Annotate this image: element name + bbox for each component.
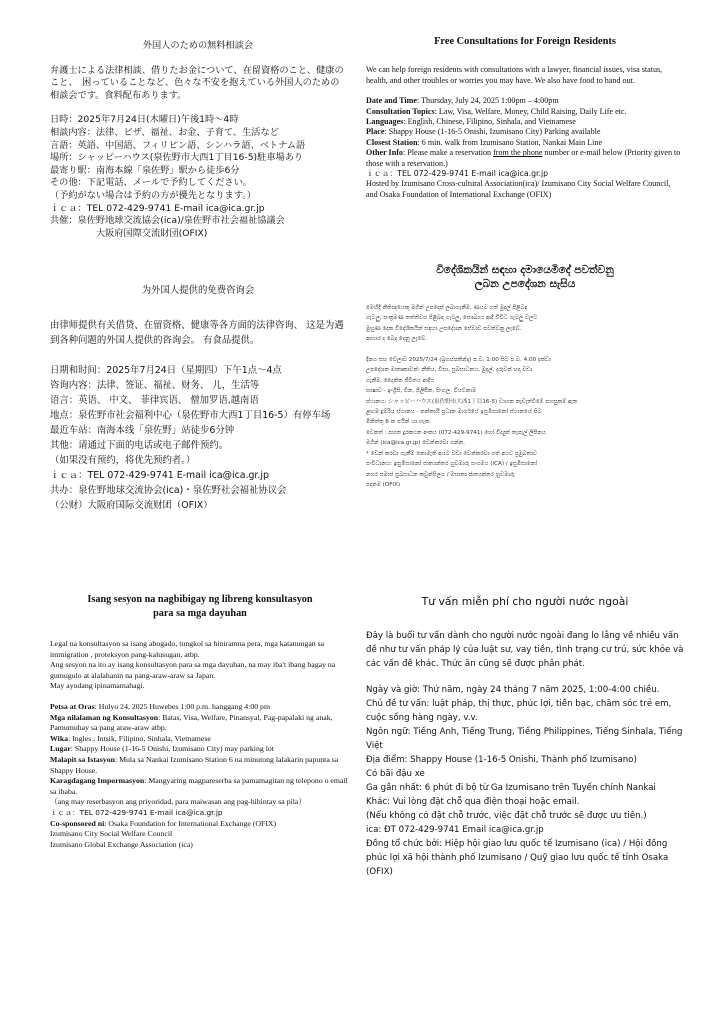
english-languages-line: [366, 117, 684, 127]
filipino-intro-3: May ayudang ipinamamahagi.: [50, 681, 145, 691]
english-topics-label: Consultation Topics: [366, 106, 435, 116]
english-datetime-line: [366, 96, 684, 106]
chinese-place: 地点：泉佐野市社会福利中心（泉佐野市大西1丁目16-5）有停车场: [50, 410, 331, 421]
filipino-intro: Legal na konsultasyon sa isang abogado, tungkol sa hiniramna pera, mga katanungan sa immigration , proteksyon pang-kalusugan, atbp.: [50, 639, 325, 659]
japanese-intro: 弁護士による法律相談、借りたお金について、在留資格のこと、健康のこと、 困っていることなど、色々な不安を抱えている外国人のための相談会です。食料配布あります。: [50, 64, 344, 101]
filipino-topics-line: [50, 713, 350, 734]
filipino-other: : Mangyaring magpareserba sa pamamagitan ng telepono o email sa ibaba.: [50, 776, 348, 796]
filipino-title: Isang sesyon na nagbibigay ng libreng konsultasyon: [87, 594, 313, 605]
vietnamese-place: Địa điểm: Shappy House (1-16-5 Onishi, Thành phố Izumisano): [366, 755, 637, 765]
sinhala-line: දිනය සහ වේලාව 2025/7/24 (බ්‍රහස්පතින්දා) ප.ව. 1:00 සිට ප.ව. 4:00 දක්වා: [366, 357, 551, 364]
japanese-contact: ｉｃａ：TEL 072-429-9741 E-mail ica@ica.gr.jp: [50, 202, 265, 214]
filipino-title-2: para sa mga dayuhan: [153, 608, 247, 619]
chinese-datetime: 日期和时间：2025年7月24日（星期四）下午1点〜4点: [50, 365, 282, 376]
sinhala-line: ළඟම දුම්රිය ස්ථානය - නන්කායි ප්‍රධාන මාර්ගයේ ඉසුමිසානෝ ස්ථානයේ සිට: [366, 409, 542, 416]
filipino-languages-label: Wika: [50, 733, 69, 743]
sinhala-title-2: ලබන උපදේශන සැසිය: [474, 278, 576, 290]
english-topics: : Law, Visa, Welfare, Money, Child Raising, Daily Life etc.: [434, 106, 627, 116]
english-topics-line: [366, 107, 684, 117]
chinese-title: 为外国人提供的免费咨询会: [141, 285, 255, 296]
sinhala-line: මුහුණ දෙන විදේශිකයින් සඳහා උපදේශන සේවාව පවත්වනු ලැබේ.: [366, 325, 522, 332]
english-other-line: [366, 148, 684, 169]
filipino-intro-2: Ang sesyon na ito ay isang konsultasyon para sa mga dayuhan, na may iba't ibang bagay na gumugulo at alalahanin na pang-araw-araw sa Japan.: [50, 660, 336, 680]
filipino-other-label: Karagdagang Impormasyon: [50, 776, 145, 786]
english-contact: ｉｃａ：TEL 072-429-9741 E-mail ica@ica.gr.jp: [366, 169, 549, 179]
sinhala-line: ස්ථානය: シャッピーハウス(泉佐野市大西1丁目16-5) වාහන නැවැත්වීමේ පහසුකම් ඇත: [366, 398, 578, 405]
filipino-datetime-line: [50, 702, 350, 713]
sinhala-line: මගින් (ica@ica.gr.jp) වෙන්කරවා ගන්න.: [366, 440, 465, 447]
english-other-2: number or e-mail below (Priority given to those with a reservation.): [366, 148, 681, 168]
filipino-topics: : Batas, Visa, Welfare, Pinansyal, Pag-papalaki ng anak, Pamumuhay sa pang araw-araw atbp.: [50, 712, 333, 733]
english-station-line: [366, 138, 684, 148]
filipino-station-line: [50, 755, 350, 776]
english-place-line: [366, 127, 684, 137]
english-other-link: from the phone: [493, 148, 543, 158]
filipino-languages: : Ingles , Intsik, Filipino, Sinhala, Vietnamese: [68, 733, 211, 743]
sinhala-line: * වෙන් කරවා ගැනීම් නොමැති අයට වඩා වෙන්කරවා ගත් අයට ප්‍රමුඛතාව: [366, 450, 538, 457]
sinhala-line: සංවිධානය: ඉසුමිසානෝ ජාත්‍යන්තර හුවමාරු සංගමය (ICA) / ඉසුමිසානෝ: [366, 461, 538, 468]
filipino-org-2: Izumisano City Social Welfare Council: [50, 829, 173, 839]
filipino-station-label: Malapit sa Istasyon: [50, 754, 115, 764]
sinhala-line: මෙහිදී නීතිඥයෙකු මගින් උපදෙස් ලබාගැනීම, ණයට ගත් මුදල් පිළිබඳ: [366, 305, 528, 311]
filipino-contact: ｉｃａ：TEL 072-429-9741 E-mail ica@ica.gr.jp: [50, 807, 223, 817]
filipino-section: [50, 587, 350, 947]
sinhala-line: උපදේශන මාතෘකාවන්: නීතිය, වීසා, සුබසාධනය, මුදල්, දරුවන් හදා වඩා: [366, 367, 533, 374]
english-title: Free Consultations for Foreign Residents: [434, 37, 616, 47]
vietnamese-contact: ica: ĐT 072-429-9741 Email ica@ica.gr.jp: [366, 825, 544, 835]
filipino-org-line: [50, 819, 350, 830]
english-intro: We can help foreign residents with consultations with a lawyer, financial issues, visa status, health, and other troubles or worries you may have. We also have food to hand out.: [366, 65, 663, 85]
japanese-cohost-2: 大阪府国際交流財団(OFIX): [96, 227, 208, 239]
sinhala-line: පදනම (OFIX): [366, 481, 401, 488]
chinese-other-note: （如果没有预约，将优先预约者。）: [50, 455, 196, 466]
vietnamese-other: Khác: Vui lòng đặt chỗ qua điện thoại hoặc email.: [366, 797, 580, 807]
chinese-contact: ｉｃａ：TEL 072-429-9741 E-mail ica@ica.gr.jp: [50, 470, 269, 481]
english-other: : Please make a reservation: [402, 148, 494, 158]
japanese-place: 場所：シャッピーハウス(泉佐野市大西1丁目16-5)駐車場あり: [50, 152, 304, 164]
english-station: : 6 min. walk from Izumisano Station, Nankai Main Line: [417, 137, 603, 147]
sinhala-body: [366, 303, 684, 490]
filipino-place-line: [50, 744, 350, 755]
chinese-cohost-2: （公财）大阪府国际交流财团（OFIX）: [50, 500, 213, 511]
english-station-label: Closest Station: [366, 137, 418, 147]
english-datetime: : Thursday, July 24, 2025 1:00pm – 4:00pm: [416, 96, 559, 106]
english-languages-label: Languages: [366, 117, 404, 127]
japanese-section: [50, 40, 346, 265]
sinhala-section: [366, 263, 684, 583]
japanese-other-note: （予約がない場合は予約の方が優先となります。）: [50, 189, 256, 201]
filipino-other-note: （ang may reserbasyon ang priyoridad, para maiwasan ang pag-hihintay sa pila）: [50, 797, 307, 807]
japanese-other: その他：下記電話、メールで予約してください。: [50, 177, 252, 189]
sinhala-line: වෙනත් : පහත දුරකථන අංකය (072-429-9741) හෝ විද්‍යුත් තැපැල් ලිපිනය: [366, 429, 546, 436]
sinhala-line: මිනිත්තු 6 ක පයින් යා හැක.: [366, 419, 432, 426]
vietnamese-topics: Chủ đề tư vấn: luật pháp, thị thực, phúc lợi, tiền bạc, chăm sóc trẻ em, cuộc sống hàng ngày, v.v.: [366, 699, 672, 723]
japanese-topics: 相談内容：法律、ビザ、福祉、お金、子育て、生活など: [50, 126, 279, 138]
sinhala-line: [366, 345, 684, 355]
chinese-languages: 语言：英语、 中文、 菲律宾语、 僧加罗语,越南语: [50, 395, 259, 406]
english-section: [366, 37, 684, 262]
japanese-station: 最寄り駅：南海本線「泉佐野」駅から徒歩6分: [50, 164, 240, 176]
english-datetime-label: Date and Time: [366, 96, 417, 106]
vietnamese-other-note: (Nếu không có đặt chỗ trước, việc đặt chỗ trước sẽ được ưu tiên.): [366, 811, 647, 821]
chinese-section: [50, 283, 346, 583]
japanese-languages: 言語：英語、中国語、フィリピン語、シンハラ語、ベトナム語: [50, 139, 306, 151]
vietnamese-section: [366, 587, 684, 967]
chinese-station: 最近车站：南海本线「泉佐野」站徒步6分钟: [50, 425, 235, 436]
sinhala-line: ගැටලු, සංක්‍රමණ තත්ත්වය පිළිබඳ ගැටලු, සෞඛ්‍යය ආදී විවිධ ගැටලු වලට: [366, 315, 538, 322]
english-place: : Shappy House (1-16-5 Onishi, Izumisano City) Parking available: [384, 127, 601, 137]
vietnamese-intro: Đây là buổi tư vấn dành cho người nước ngoài đang lo lắng về nhiều vấn đề như tư vấn pháp lý của luật sư, vay tiền, tình trạng cư trú, sức khỏe và các vấn đề khác. Thức ăn cũng sẽ được phân phát.: [366, 631, 684, 669]
filipino-datetime: : Hulyo 24, 2025 Huwebes 1:00 p.m. hanggang 4:00 pm: [94, 701, 271, 711]
filipino-languages-line: [50, 734, 350, 745]
sinhala-line: භාෂාව - ඉංග්‍රීසි, චීන, පිලිපීන, සිංහල, වියට්නාම: [366, 388, 477, 395]
english-hosted: Hosted by Izumisano Cross-cultural Association(ica)/ Izumisano City Social Welfare Council, and Osaka Foundation of International Exchange (OFIX): [366, 179, 671, 199]
filipino-datetime-label: Petsa at Oras: [50, 701, 95, 711]
english-other-label: Other Info: [366, 148, 403, 158]
sinhala-title: විදේශිකයින් සඳහා දමායෙමිදේ පවත්වනු: [436, 264, 614, 276]
filipino-org: : Osaka Foundation for International Exchange (OFIX): [104, 818, 277, 828]
vietnamese-languages: Ngôn ngữ: Tiếng Anh, Tiếng Trung, Tiếng Philippines, Tiếng Sinhala, Tiếng Việt: [366, 727, 683, 751]
filipino-other-line: [50, 776, 350, 797]
english-languages: : English, Chinese, Filipino, Sinhala, and Vietnamese: [403, 117, 576, 127]
chinese-cohost: 共办：泉佐野地球交流协会(ica)・泉佐野社会福祉协议会: [50, 485, 287, 496]
filipino-station: : Mula sa Nankai Izumisano Station 6 na minutong lalakarin papunta sa Shappy House.: [50, 754, 339, 775]
filipino-place: : Shappy House (1-16-5 Onishi, Izumisano City) may parking lot: [70, 744, 274, 754]
sinhala-line: නගර සමාජ සුබසාධන කවුන්සිලය / ඔසාකා ජාත්‍යන්තර හුවමාරු: [366, 471, 515, 478]
english-place-label: Place: [366, 127, 385, 137]
filipino-org-3: Izumisano Global Exchange Association (ica): [50, 839, 193, 849]
filipino-topics-label: Mga nilalaman ng Konsultasyon: [50, 712, 159, 722]
chinese-other: 其他：请通过下面的电话或电子邮件预约。: [50, 440, 229, 451]
japanese-cohost: 共催：泉佐野地球交流協会(ica)/泉佐野市社会福祉協議会: [50, 215, 285, 227]
chinese-topics: 咨询内容：法律、签证、福祉、财务、 儿，生活等: [50, 380, 260, 391]
sinhala-line: ගැනීම, දෛනික ජීවිතය ආදිය: [366, 377, 435, 384]
japanese-title: 外国人のための無料相談会: [142, 40, 254, 51]
vietnamese-title: Tư vấn miễn phí cho người nước ngoài: [421, 595, 629, 608]
sinhala-line: ආහාර ද බෙදා දෙනු ලැබේ.: [366, 336, 427, 343]
vietnamese-datetime: Ngày và giờ: Thứ năm, ngày 24 tháng 7 năm 2025, 1:00-4:00 chiều.: [366, 685, 660, 695]
vietnamese-cohost: Đồng tổ chức bởi: Hiệp hội giao lưu quốc tế Izumisano (ica) / Hội đồng phúc lợi xã hội thành phố Izumisano / Quỹ giao lưu quốc tế tỉnh Osaka (OFIX): [366, 839, 669, 877]
chinese-intro: 由律师提供有关借贷、在留资格、健康等各方面的法律咨询、 这是为遇到各种问题的外国人提供的咨询会。 有食品提供。: [50, 320, 344, 346]
japanese-datetime: 日時：2025年7月24日(木曜日)午後1時〜4時: [50, 114, 239, 126]
vietnamese-parking: Có bãi đậu xe: [366, 769, 425, 779]
vietnamese-station: Ga gần nhất: 6 phút đi bộ từ Ga Izumisano trên Tuyến chính Nankai: [366, 783, 656, 793]
filipino-place-label: Lugar: [50, 744, 71, 754]
filipino-org-label: Co-sponsored ni: [50, 818, 105, 828]
